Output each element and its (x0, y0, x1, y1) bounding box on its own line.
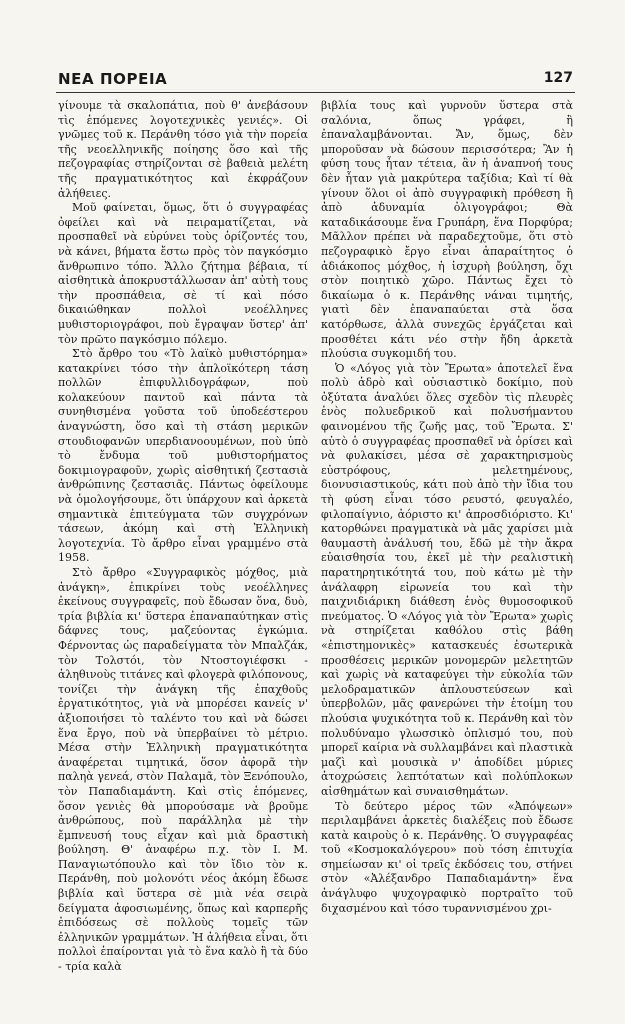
left-column (58, 99, 308, 999)
page-number: 127 (543, 70, 573, 86)
paragraph: Ὁ «Λόγος γιὰ τὸν Ἔρωτα» ἀποτελεῖ ἕνα πολὺ ἁδρὸ καὶ οὐσιαστικὸ δοκίμιο, ποὺ ὀξύτατα ἀναλύει ὅλες σχεδὸν τὶς πλευρὲς ἑνὸς πολυεδρικοῦ καὶ πολυσήμαντου φαινομένου τῆς ζωῆς μας, τοῦ Ἔρωτα. Σ' αὐτὸ ὁ συγγραφέας προσπαθεῖ νὰ ὁρίσει καὶ νὰ φυλακίσει, μέσα σὲ χαρακτηρισμοὺς εὐστρόφους, μελετημένους, διονυσιαστικούς, κάτι ποὺ ἀπὸ τὴν ἴδια του τὴ φύση εἶναι τόσο ρευστό, φευγαλέο, φιλοπαίγνιο, ἀόριστο κι' ἀπροσδιόριστο. Κι' κατορθώνει πραγματικὰ νὰ μᾶς χαρίσει μιὰ θαυμαστὴ ἀνάλυσή του, ἔδῶ μὲ τὴν ἄκρα εὐαισθησία του, ἐκεῖ μὲ τὴν ρεαλιστικὴ παρατηρητικότητά του, ποὺ κάτω μὲ τὴν ἀνάλαφρη εἰρωνεία του καὶ τὴν παιχνιδιάρικη διάθεση ἑνὸς θυμοσοφικοῦ πνεύματος. Ὁ «Λόγος γιὰ τὸν Ἔρωτα» χωρὶς νὰ στηρίζεται καθόλου στὶς βάθη «ἐπιστημονικὲς» κατασκευές ἐσωτερικὰ προσθέσεις μερικῶν μονομερῶν μελετητῶν καὶ χωρὶς νὰ καταφεύγει τὴν εὐκολία τῶν μελοδραματικῶν ἀπλουστεύσεων καὶ ὑπερβολῶν, μᾶς φανερώνει τὴν ἑτοίμη του πλούσια ψυχικότητα τοῦ κ. Περάνθη καὶ τὸν πολυδύναμο γλωσσικὸ ὀπλισμό του, ποὺ μπορεῖ καίρια νὰ συλλαμβάνει καὶ πλαστικὰ μαζὶ καὶ μουσικὰ ν' ἀποδίδει μύριες ἀτοχρώσεις λεπτότατων καὶ πολύπλοκων αἰσθημάτων καὶ συναισθημάτων. (321, 361, 573, 798)
paragraph: Μοῦ φαίνεται, ὅμως, ὅτι ὁ συγγραφέας ὀφείλει καὶ νὰ πειραματίζεται, νὰ προσπαθεῖ νὰ εὐρύνει τοὺς ὁρίζοντές του, νὰ κάνει, βήματα ἔστω πρὸς τὸν παγκόσμιο ἄνθρωπινο τόπο. Ἄλλο ζήτημα βέβαια, τί αἰσθητικὰ ἀποκρυστάλλωσαν ἀπ' αὐτὴ τους τὴν προσπάθεια, σὲ τί καὶ πόσο δικαιώθηκαν πολλοὶ νεοέλληνες μυθιστοριογράφοι, ποὺ ἔγραψαν ὕστερ' ἀπ' τὸν πρῶτο παγκόσμιο πόλεμο. (58, 201, 308, 346)
right-column (321, 99, 573, 999)
paragraph: βιβλία τους καὶ γυρνοῦν ὕστερα στὰ σαλόνια, ὅπως γράφει, ἢ ἐπαναλαμβάνονται. Ἄν, ὅμως, δὲν μποροῦσαν νὰ δώσουν περισσότερα; Ἂν ἡ φύση τους ἦταν τέτεια, ἂν ἡ ἀναπνοή τους δὲν ἦταν γιὰ μακρύτερα ταξίδια; Καὶ τί θὰ γίνουν ὅλοι οἱ ἀπὸ συγγραφικὴ πρόθεση ἢ ἀπὸ ἀδυναμία ὀλιγογράφοι; Θὰ καταδικάσουμε ἕνα Γρυπάρη, ἕνα Πορφύρα; Μᾶλλον πρέπει νὰ παραδεχτοῦμε, ὅτι στὸ πεζογραφικὸ ἔργο εἶναι ἀπαραίτητος ὁ ἀδιάκοπος μόχθος, ἡ ἰσχυρὴ βούληση, ὄχι στὸν ποιητικὸ χῶρο. Πάντως ἔχει τὸ δικαίωμα ὁ κ. Περάνθης νάναι τιμητής, γιατὶ δὲν ἐπαναπαύεται στὰ ὅσα κατόρθωσε, ἀλλὰ συνεχῶς ἐργάζεται καὶ προσθέτει κάτι νέο στὴν ἤδη ἀρκετὰ πλούσια συγκομιδή του. (321, 99, 573, 361)
header-rule (56, 92, 575, 93)
paragraph: Στὸ ἄρθρο του «Τὸ λαϊκὸ μυθιστόρημα» κατακρίνει τόσο τὴν ἀπλοϊκότερη τάση πολλῶν ἐπιφυλλιδογράφων, ποὺ κολακεύουν παντοῦ καὶ πάντα τὰ συνηθισμένα γοῦστα τοῦ ὑποδεέστερου ἀναγνώστη, ὅσο καὶ τὴ στάση μερικῶν στουδιοφανῶν υπερδιανοουμένων, ποὺ ὑπὸ τὸ ἔνδυμα τοῦ μυθιστορήματος δοκιμιογραφοῦν, χωρὶς αἰσθητική ζεστασιὰ ἀνθρώπινης ζεστασιᾶς. Πάντως ὀφείλουμε νὰ ὁμολογήσουμε, ὅτι ὑπάρχουν καὶ ἀρκετὰ σημαντικὰ ἐπιτεύγματα τῶν συγχρόνων τάσεων, ἀκόμη καὶ στὴ Ἑλληνικὴ λογοτεχνία. Τὸ ἄρθρο εἶναι γραμμένο στὰ 1958. (58, 347, 308, 565)
page-header (0, 70, 625, 90)
paragraph: γίνουμε τὰ σκαλοπάτια, ποὺ θ' ἀνεβάσουν τὶς ἑπόμενες λογοτεχνικὲς γενιές». Οἱ γνῶμες τοῦ κ. Περάνθη τόσο γιὰ τὴν πορεία τῆς νεοελληνικῆς ποίησης ὅσο καὶ τῆς πεζογραφίας στηρίζονται σὲ βαθειὰ μελέτη τῆς πραγματικότητος καὶ ἐκφράζουν ἀλήθειες. (58, 99, 308, 200)
paragraph: Τὸ δεύτερο μέρος τῶν «Ἀπόψεων» περιλαμβάνει ἀρκετὲς διαλέξεις ποὺ ἔδωσε κατὰ καιροὺς ὁ κ. Περάνθης. Ὁ συγγραφέας τοῦ «Κοσμοκαλόγερου» ποὺ τόση ἐπιτυχία σημείωσαν κι' οἱ τρεῖς ἐκδόσεις του, στήνει στὸν «Ἀλέξανδρο Παπαδιαμάντη» ἕνα ἀνάγλυφο ψυχογραφικὸ πορτραῖτο τοῦ διχασμένου καὶ τόσο τυραννισμένου χρι- (321, 799, 573, 915)
paragraph: Στὸ ἄρθρο «Συγγραφικὸς μόχθος, μιὰ ἀνάγκη», ἐπικρίνει τοὺς νεοέλληνες ἐκείνους συγγραφεῖς, ποὺ ἔδωσαν ὅνα, δυὸ, τρία βιβλία κι' ὕστερα ἐπαναπαύτηκαν στὶς δάφνες τους, μαζεύοντας ἐγκώμια. Φέρνοντας ὡς παραδείγματα τὸν Μπαλζάκ, τὸν Τολστόι, τὸν Ντοστογιέφσκι - ἀληθινοὺς τιτάνες καὶ φλογερὰ φιλόπονους, τονίζει τὴν ἀνάγκη τῆς ἐπαχθοῦς ἐργατικότητος, γιὰ νὰ μπορέσει κανείς ν' ἀξιοποιήσει τὸ ταλέντο του καὶ νὰ δώσει ἕνα ἔργο, ποὺ νὰ ὑπερβαίνει τὸ μέτριο. Μέσα στὴν Ἑλληνικὴ πραγματικότητα ἀναφέρεται τιμητικά, ὅσον ἀφορᾶ τὴν παληὰ γενεά, στὸν Παλαμᾶ, τὸν Ξενόπουλο, τὸν Παπαδιαμάντη. Καὶ στὶς ἑπόμενες, ὅσον γενιὲς θὰ μπορούσαμε νὰ βροῦμε ἀνθρώπους, ποὺ παράλληλα μὲ τὴν ἔμπνευσή τους εἶχαν καὶ μιὰ δραστικὴ βούληση. Θ' ἀναφέρω π.χ. τὸν Ι. Μ. Παναγιωτόπουλο καὶ τὸν ἴδιο τὸν κ. Περάνθη, ποὺ μολονότι νέος ἀκόμη ἔδωσε βιβλία καὶ ὕστερα σὲ μιὰ νέα σειρὰ δείγματα ἀφοσιωμένης, ὅπως καὶ καρπερῆς ἐπιδόσεως σὲ πολλοὺς τομεῖς τῶν ἑλληνικῶν γραμμάτων. Ἡ ἀλήθεια εἶναι, ὅτι πολλοὶ ἐπαίρονται γιὰ τὸ ἕνα καλὸ ἢ τὰ δύο - τρία καλὰ (58, 566, 308, 974)
journal-title: ΝΕΑ ΠΟΡΕΙΑ (58, 70, 168, 88)
